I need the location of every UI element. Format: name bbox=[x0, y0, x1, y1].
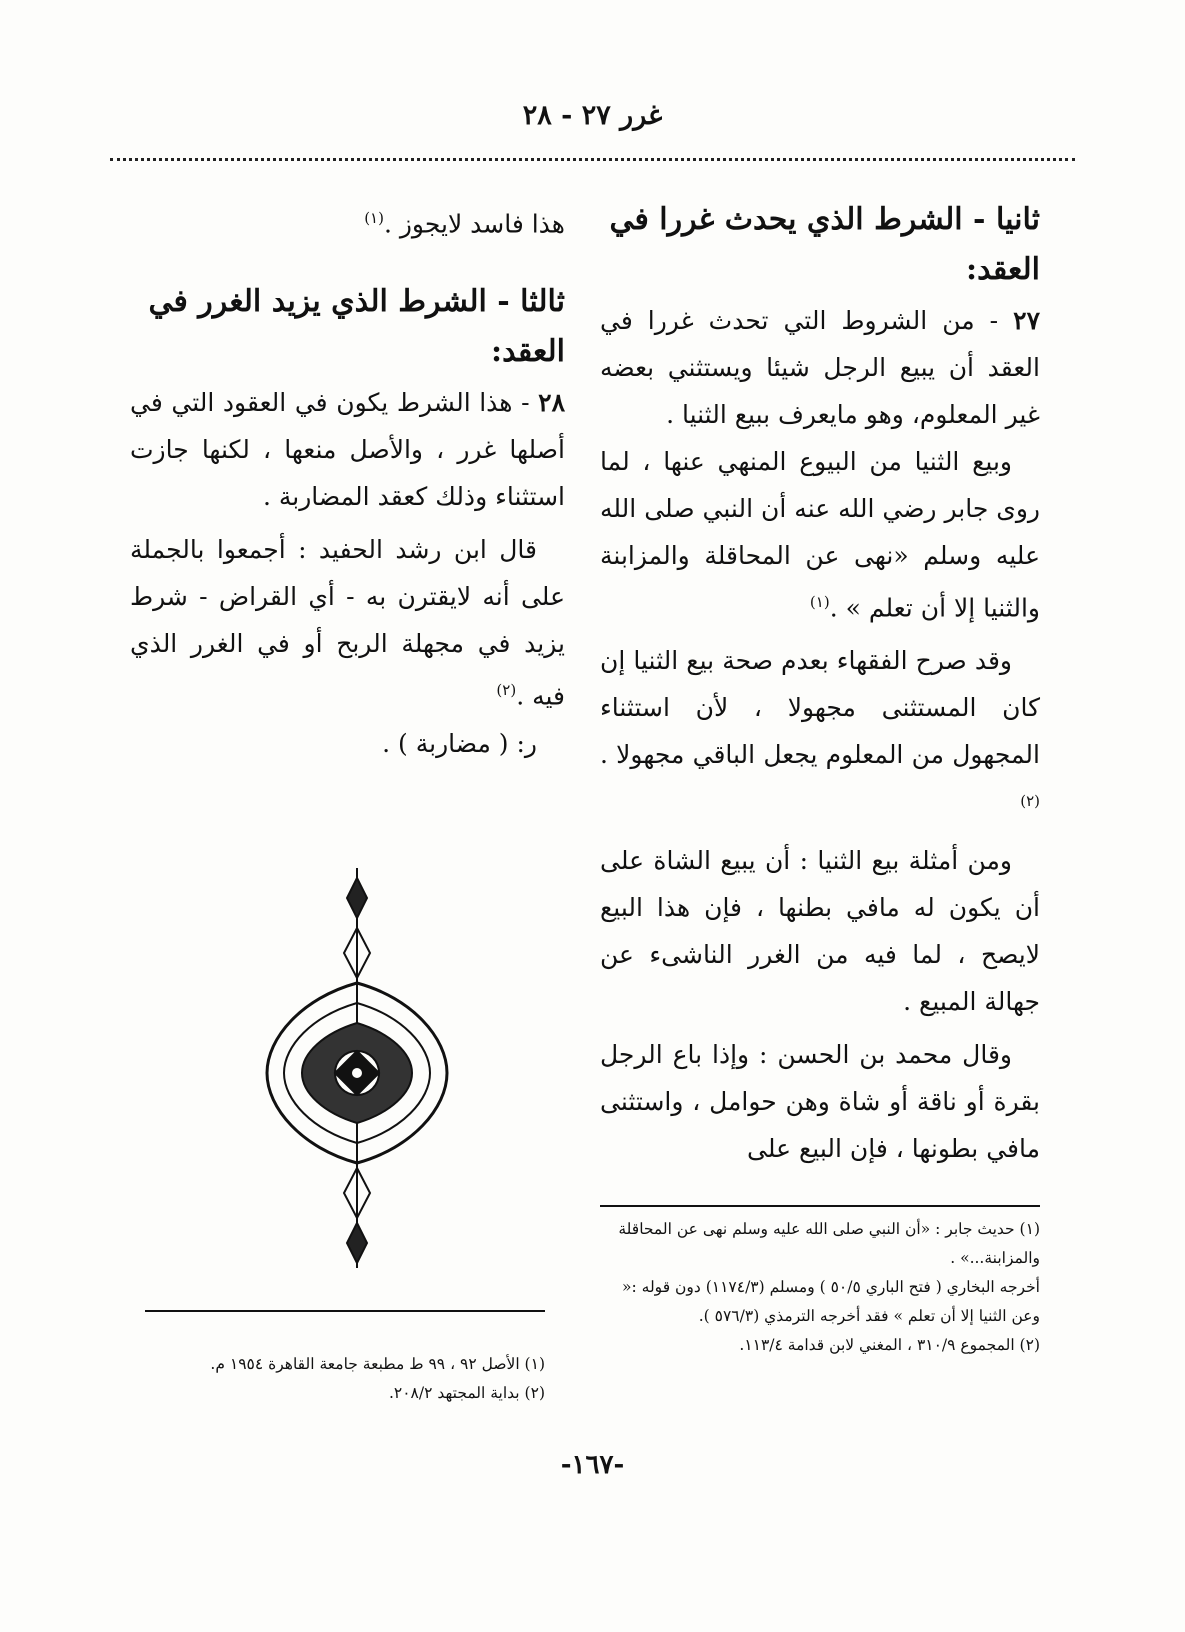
right-column bbox=[600, 195, 1040, 1172]
paragraph-text: وقد صرح الفقهاء بعدم صحة بيع الثنيا إن كان المستثنى مجهولا ، لأن استثناء المجهول من المعلوم يجعل الباقي مجهولا . bbox=[600, 646, 1040, 770]
footnote-2: (٢) بداية المجتهد ٢٠٨/٢. bbox=[388, 1384, 545, 1402]
paragraph-28 bbox=[130, 379, 565, 520]
footnote-ref: (١) bbox=[364, 209, 384, 227]
header-dotted-divider bbox=[110, 158, 1075, 161]
footnotes-right bbox=[600, 1205, 1040, 1360]
paragraph-ibn-rushd bbox=[130, 526, 565, 719]
paragraph-27 bbox=[600, 297, 1040, 438]
paragraph-number: ٢٧ bbox=[1013, 306, 1040, 335]
paragraph-text: وبيع الثنيا من البيوع المنهي عنها ، لما روى جابر رضي الله عنه أن النبي صلى الله عليه وسلم «نهى عن المحاقلة والمزابنة والثنيا إلا أن تعلم » . bbox=[600, 447, 1040, 623]
paragraph-thunya-prohibition bbox=[600, 438, 1040, 631]
section-heading-second: ثانيا - الشرط الذي يحدث غررا في العقد: bbox=[609, 202, 1040, 287]
paragraph-examples bbox=[600, 837, 1040, 1025]
paragraph-text: هذا فاسد لايجوز . bbox=[383, 209, 565, 239]
section-heading-third: ثالثا - الشرط الذي يزيد الغرر في العقد: bbox=[148, 284, 565, 370]
footnote-1: (١) الأصل ٩٢ ، ٩٩ ط مطبعة جامعة القاهرة ١٩٥٤ م. bbox=[210, 1355, 545, 1373]
page-number: -١٦٧- bbox=[560, 1450, 625, 1480]
paragraph-muhammad-ibn-hasan bbox=[600, 1031, 1040, 1172]
paragraph-text: قال ابن رشد الحفيد : أجمعوا بالجملة على أنه لايقترن به - أي القراض - شرط يزيد في مجهلة الربح أو في الغرر الذي فيه . bbox=[130, 535, 565, 711]
footnote-ref: (١) bbox=[809, 593, 830, 611]
paragraph-text: ومن أمثلة بيع الثنيا : أن يبيع الشاة على أن يكون له مافي بطنها ، فإن هذا البيع لايصح ، لما فيه من الغرر الناشىء عن جهالة المبيع . bbox=[600, 845, 1040, 1016]
footnote-1: (١) حديث جابر : «أن النبي صلى الله عليه وسلم نهى عن المحاقلة والمزابنة...» . bbox=[618, 1220, 1040, 1267]
paragraph-text: - من الشروط التي تحدث غررا في العقد أن يبيع الرجل شيئا ويستثني بعضه غير المعلوم، وهو مايعرف ببيع الثنيا . bbox=[600, 306, 1040, 429]
footnotes-left bbox=[145, 1310, 545, 1408]
page-running-title: غرر ٢٧ - ٢٨ bbox=[522, 100, 663, 131]
arabesque-ornament-icon bbox=[262, 868, 452, 1268]
footnote-1-source: أخرجه البخاري ( فتح الباري ٥٠/٥ ) ومسلم (١١٧٤/٣) دون قوله :« وعن الثنيا إلا أن تعلم » فقد أخرجه الترمذي (٥٧٦/٣ ). bbox=[622, 1278, 1040, 1325]
paragraph-text: - هذا الشرط يكون في العقود التي في أصلها غرر ، والأصل منعها ، لكنها جازت استثناء وذلك كعقد المضاربة . bbox=[130, 388, 565, 512]
footnote-ref: (٢) bbox=[496, 681, 517, 700]
paragraph-text: وقال محمد بن الحسن : وإذا باع الرجل بقرة أو ناقة أو شاة وهن حوامل ، واستثنى مافي بطونها ، فإن البيع على bbox=[600, 1039, 1040, 1163]
paragraph-continuation bbox=[130, 195, 565, 247]
paragraph-jurists-statement bbox=[600, 637, 1040, 830]
footnote-2: (٢) المجموع ٣١٠/٩ ، المغني لابن قدامة ١١٣/٤. bbox=[739, 1336, 1040, 1354]
left-column bbox=[130, 195, 565, 767]
footnote-ref: (٢) bbox=[1020, 792, 1040, 811]
paragraph-number: ٢٨ bbox=[538, 388, 565, 418]
see-also-reference: ر: ( مضاربة ) . bbox=[382, 728, 537, 758]
